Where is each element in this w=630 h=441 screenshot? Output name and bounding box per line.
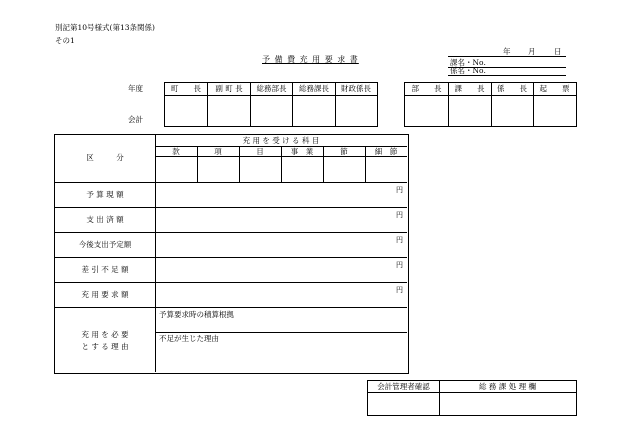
date-year-label: 年	[503, 47, 511, 56]
approval-general-manager: 総務課長	[299, 84, 329, 93]
main-request-table	[54, 134, 409, 374]
approval-unit-head: 係 長	[497, 84, 527, 93]
yen-unit: 円	[396, 236, 403, 244]
document-title: 予 備 費 充 用 要 求 書	[262, 55, 359, 64]
section-underline	[448, 75, 566, 76]
form-sub-reference: その1	[55, 36, 75, 45]
form-reference: 別記第10号様式(第13条関係)	[55, 23, 155, 32]
department-number: 課名・No.	[450, 58, 486, 67]
subject-col-moku: 目	[256, 147, 264, 156]
date-month-label: 月	[528, 47, 536, 56]
approval-department-head: 部 長	[411, 84, 442, 93]
yen-unit: 円	[396, 211, 403, 219]
subject-col-saisetsu: 細 節	[374, 147, 398, 156]
subject-header: 充 用 を 受 け る 科 目	[242, 136, 320, 145]
account-label: 会計	[128, 115, 143, 124]
confirmation-table	[367, 380, 577, 416]
subject-col-kou: 項	[214, 147, 222, 156]
reason-label-line2: と す る 理 由	[81, 342, 129, 351]
reason-budget-basis: 予算要求時の積算根拠	[159, 310, 234, 319]
approval-drafter: 起 票	[539, 84, 570, 93]
row-budget-current: 予 算 現 額	[86, 190, 124, 199]
subject-col-kan: 款	[172, 147, 180, 156]
approval-mayor: 町 長	[171, 84, 201, 93]
approval-general-director: 総務部長	[256, 84, 287, 93]
approval-deputy-mayor: 副 町 長	[215, 84, 243, 93]
approval-section-head: 課 長	[454, 84, 485, 93]
subject-col-setsu: 節	[340, 147, 348, 156]
reason-label-line1: 充 用 を 必 要	[81, 330, 129, 339]
date-day-label: 日	[554, 47, 562, 56]
row-spent: 支 出 済 額	[86, 215, 124, 224]
approval-stamp-table-right	[404, 82, 577, 127]
fiscal-year-label: 年度	[128, 84, 143, 93]
general-affairs-processing: 総 務 課 処 理 欄	[479, 382, 536, 391]
section-number: 係名・No.	[450, 66, 486, 75]
subject-col-project: 事 業	[290, 147, 314, 156]
date-underline	[448, 56, 566, 57]
approval-stamp-table-left	[164, 82, 378, 127]
approval-finance-chief: 財政係長	[341, 84, 371, 93]
reason-shortage-cause: 不足が生じた理由	[159, 334, 219, 343]
yen-unit: 円	[396, 186, 403, 194]
yen-unit: 円	[396, 286, 403, 294]
row-request-amount: 充 用 要 求 額	[81, 290, 129, 299]
accounting-manager-confirmation: 会計管理者確認	[377, 382, 430, 391]
category-label: 区 分	[86, 153, 124, 162]
yen-unit: 円	[396, 261, 403, 269]
row-shortage: 差 引 不 足 額	[81, 265, 129, 274]
row-planned-spending: 今後支出予定額	[78, 240, 132, 249]
